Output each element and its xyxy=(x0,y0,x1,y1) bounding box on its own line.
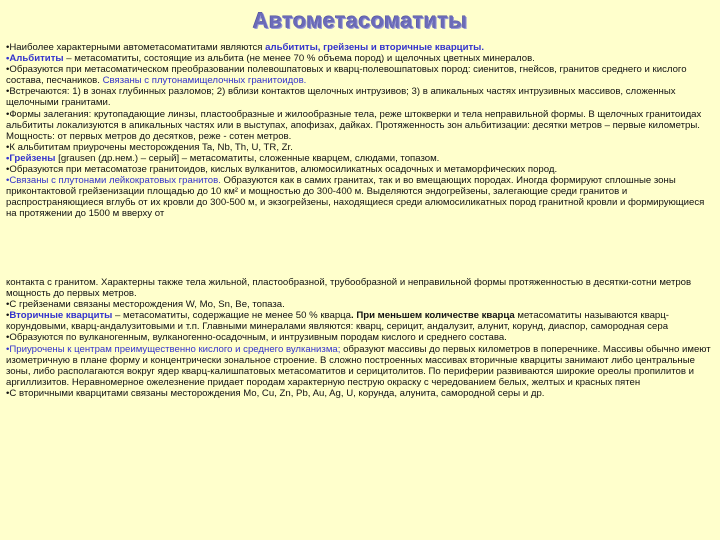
paragraph-greisens-definition xyxy=(6,153,712,164)
paragraph-secondary-quartzites-association xyxy=(6,344,712,388)
secondary-quartzites-definition: – метасоматиты, содержащие не менее 50 % кварца xyxy=(112,310,352,322)
paragraph-albitites-formation xyxy=(6,64,712,86)
paragraph-greisens-formation: •Образуются при метасоматозе гранитоидов, кислых вулканитов, алюмосиликатных осадочных и метаморфических пород. xyxy=(6,164,558,176)
secondary-quartzites-term: Вторичные кварциты xyxy=(9,310,113,322)
secondary-quartzites-minerals: метасоматиты называются кварц-корундовыми, кварц-андалузитовыми и т.п. Главными минералами являются: кварц, серицит, андалузит, алунит, корунд, диаспор, самородная сера xyxy=(6,310,669,333)
content-block-bottom xyxy=(6,277,712,399)
paragraph-greisens-association xyxy=(6,175,712,219)
intro-text: •Наиболее характерными автометасоматитами являются xyxy=(6,42,266,53)
paragraph-intro xyxy=(6,42,712,53)
paragraph-albitites-occurrence: •Встречаются: 1) в зонах глубинных разломов; 2) вблизи контактов щелочных интрузивов; 3) в апикальных частях интрузивных массивов, сложенных щелочными гранитами. xyxy=(6,86,676,109)
paragraph-secondary-quartzites-deposits: •С вторичными кварцитами связаны месторождения Mo, Cu, Zn, Pb, Au, Ag, U, корунда, алунита, самородной серы и др. xyxy=(6,387,545,399)
paragraph-secondary-quartzites-formation: •Образуются по вулканогенным, вулканогенно-осадочным, и интрузивным породам кислого и среднего состава. xyxy=(6,332,507,344)
greisens-association-highlight: •Связаны с плутонами лейкократовых гранитов. xyxy=(6,175,221,187)
secondary-quartzites-association-highlight: •Приурочены к центрам преимущественно кислого и среднего вулканизма; xyxy=(6,343,341,355)
intro-highlight: альбититы, грейзены и вторичные кварциты. xyxy=(265,42,485,53)
paragraph-albitites-deposits: •К альбититам приурочены месторождения Ta, Nb, Th, U, TR, Zr. xyxy=(6,141,293,153)
paragraph-albitites-definition xyxy=(6,53,712,64)
secondary-quartzites-bold-text: . При меньшем количестве кварца xyxy=(351,310,515,322)
albitites-formation-highlight: Связаны с плутонамищелочных гранитоидов. xyxy=(102,75,307,87)
secondary-quartzites-association-text: образуют массивы до первых километров в поперечнике. Массивы обычно имеют изометричную в плане форму и концентрически зональное строение. В сложно построенных массивах вторичные кварциты занимают либо центральные зоны, либо располагаются вокруг ядер кварц-калишпатовых метасоматитов и серицитолитов. По периферии развиваются широкие ореолы пропилитов и аргиллизитов. Неравномерное ожелезнение придает породам характерную пеструю окраску с чередованием белых, желтых и красных пятен xyxy=(6,343,711,388)
paragraph-albitites-forms: •Формы залегания: крутопадающие линзы, пластообразные и жилообразные тела, реже штокверки и тела неправильной формы. В щелочных гранитоидах альбититы локализуются в апикальных частях или в выступах, апофизах, дайках. Протяженность зон альбитизации: десятки метров – первые километры. Мощность: от первых метров до десятков, реже - сотен метров. xyxy=(6,108,702,142)
albitites-definition: – метасоматиты, состоящие из альбита (не менее 70 % объема пород) и щелочных цветных минералов. xyxy=(63,53,535,65)
greisens-term: •Грейзены xyxy=(6,152,56,164)
paragraph-greisens-deposits: •С грейзенами связаны месторождения W, Mo, Sn, Be, топаза. xyxy=(6,299,285,311)
albitites-formation-text: •Образуются при метасоматическом преобразовании полевошпатовых и кварц-полевошпатовых пород: сиенитов, гнейсов, гранитов среднего и кислого состава, песчаников. xyxy=(6,64,687,87)
paragraph-secondary-quartzites-definition xyxy=(6,310,712,332)
bullet: • xyxy=(6,310,10,322)
greisens-definition: [grausen (др.нем.) – серый] – метасоматиты, сложенные кварцем, слюдами, топазом. xyxy=(55,152,440,164)
slide-title: Автометасоматиты xyxy=(252,8,468,33)
greisens-association-text: Образуются как в самих гранитах, так и во вмещающих породах. Иногда формируют сплошные зоны приконтактовой грейзенизации площадью до 10 км² и мощностью до 300-400 м. Выделяются эндогрейзены, залегающие среди гранитов и распространяющиеся вглубь от их кровли до 300-500 м, и экзогрейзены, находящиеся среди алюмосиликатных пород гранитной кровли и формирующиеся на протяжении до 1500 м вверху от xyxy=(6,175,705,220)
albitites-term: •Альбититы xyxy=(6,53,64,65)
paragraph-greisens-contact: контакта с гранитом. Характерны также тела жильной, пластообразной, трубообразной и неправильной формы протяженностью в десятки-сотни метров мощность до первых метров. xyxy=(6,277,692,300)
content-block-top xyxy=(6,42,712,220)
